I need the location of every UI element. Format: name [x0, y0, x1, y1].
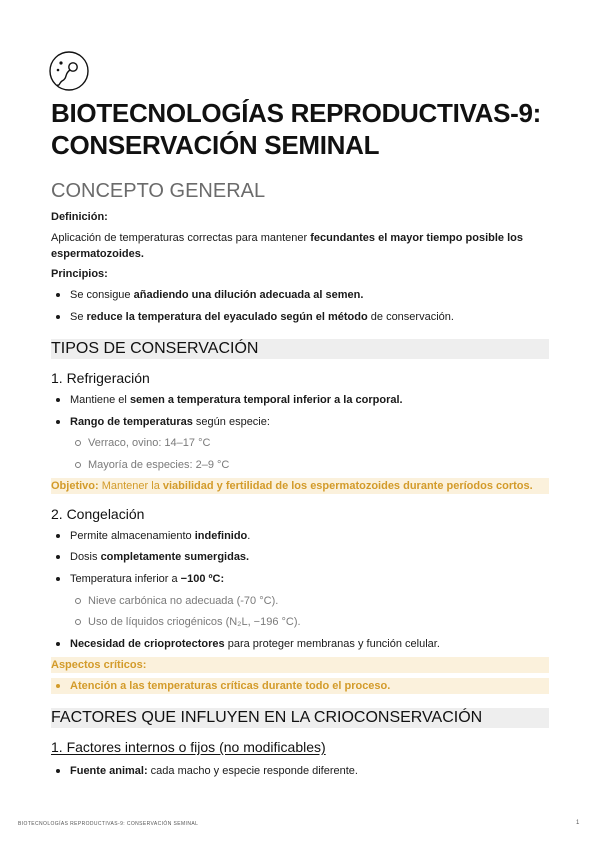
- definition-text-bold: fecundantes el mayor tiempo posible los espermatozoides.: [51, 232, 523, 260]
- aspects-note: Aspectos críticos:: [51, 657, 549, 673]
- list-item: Fuente animal: cada macho y especie responde diferente.: [70, 763, 540, 779]
- list-item: Se consigue añadiendo una dilución adecuada al semen.: [70, 287, 540, 303]
- page-number: 1: [576, 820, 580, 826]
- list-item: Se reduce la temperatura del eyaculado según el método de conservación.: [70, 309, 540, 325]
- title-line-1: BIOTECNOLOGÍAS REPRODUCTIVAS-9:: [51, 98, 542, 128]
- sub-list-item: Verraco, ovino: 14–17 °C: [88, 435, 538, 451]
- list-item: Permite almacenamiento indefinido.: [70, 528, 540, 544]
- freezing-heading: 2. Congelación: [51, 506, 145, 522]
- section-heading-types: TIPOS DE CONSERVACIÓN: [51, 339, 549, 359]
- footer-title: BIOTECNOLOGÍAS REPRODUCTIVAS-9: CONSERVACIÓN SEMINAL: [18, 821, 199, 827]
- section-heading-factors: FACTORES QUE INFLUYEN EN LA CRIOCONSERVACIÓN: [51, 708, 549, 728]
- principles-label: Principios:: [51, 268, 108, 280]
- sperm-cell-icon: [48, 50, 90, 92]
- sub-list-item: Uso de líquidos criogénicos (N₂L, −196 °C).: [88, 614, 538, 630]
- list-item: Mantiene el semen a temperatura temporal inferior a la corporal.: [70, 392, 540, 408]
- sub-list-item: Mayoría de especies: 2–9 °C: [88, 457, 538, 473]
- title-line-2: CONSERVACIÓN SEMINAL: [51, 130, 380, 160]
- list-item: Rango de temperaturas según especie:: [70, 414, 540, 430]
- aspects-item: Atención a las temperaturas críticas durante todo el proceso.: [51, 678, 549, 694]
- concept-heading: CONCEPTO GENERAL: [51, 180, 266, 202]
- definition-text-pre: Aplicación de temperaturas correctas para mantener: [51, 232, 311, 244]
- definition-label: Definición:: [51, 211, 108, 223]
- page-title: [51, 97, 551, 161]
- list-item: Dosis completamente sumergidas.: [70, 549, 540, 565]
- internal-factors-heading: 1. Factores internos o fijos (no modificables): [51, 739, 326, 755]
- objective-note: Objetivo: Mantener la viabilidad y fertilidad de los espermatozoides durante períodos cortos.: [51, 478, 549, 494]
- list-item: Temperatura inferior a −100 ºC:: [70, 571, 540, 587]
- sub-list-item: Nieve carbónica no adecuada (-70 °C).: [88, 593, 538, 609]
- list-item: Necesidad de crioprotectores para proteger membranas y función celular.: [70, 636, 540, 652]
- definition-text: [51, 230, 531, 262]
- refrigeration-heading: 1. Refrigeración: [51, 370, 150, 386]
